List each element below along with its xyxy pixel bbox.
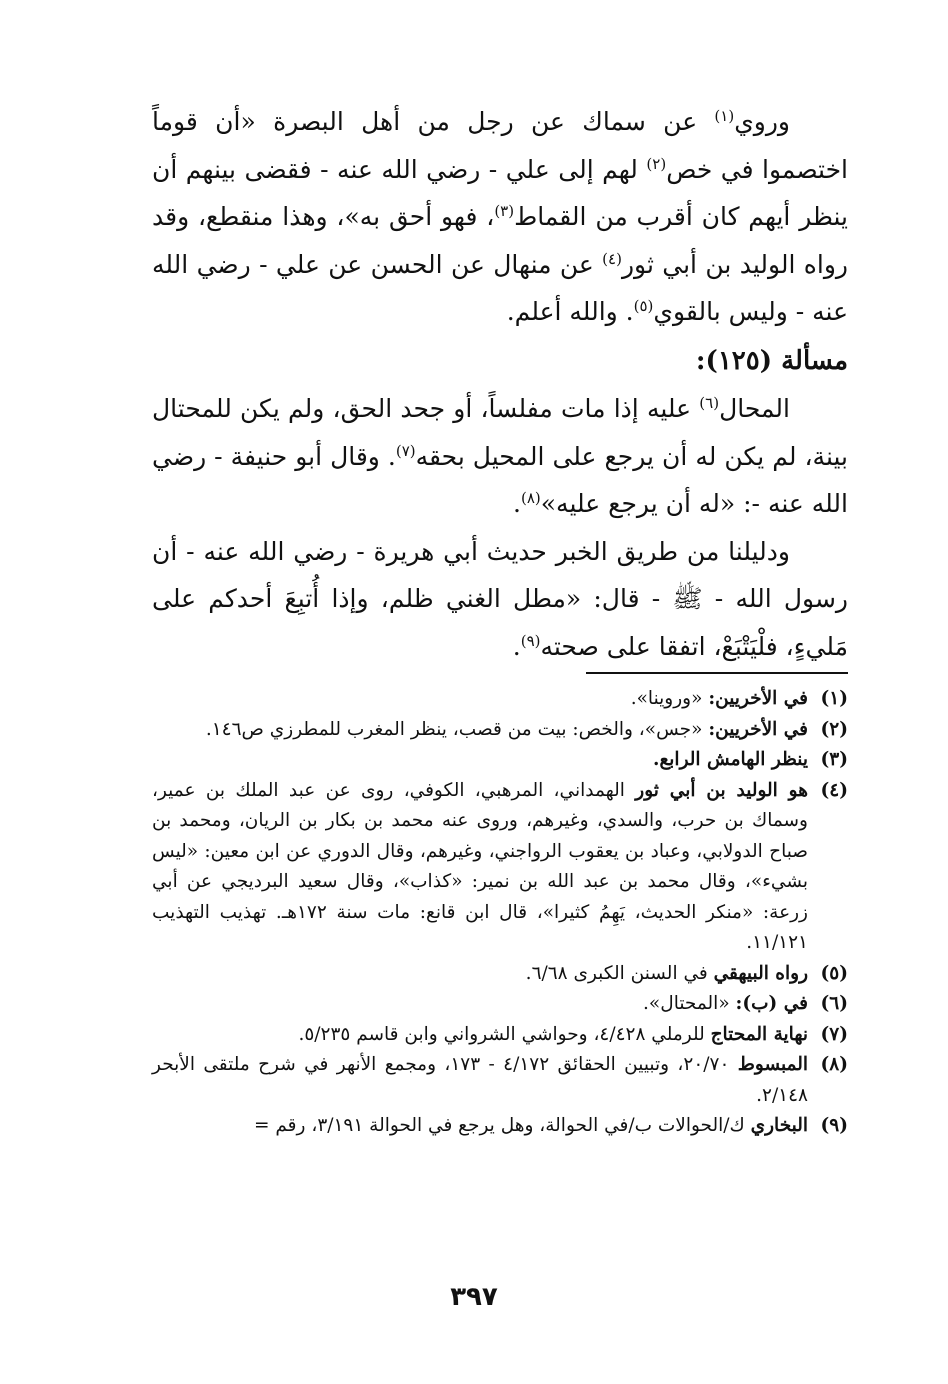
text-run: المحال (719, 394, 790, 423)
footnote-9 (152, 1111, 848, 1142)
footnote-ref-6[interactable]: (٦) (699, 394, 720, 412)
footnote-lead: رواه البيهقي (713, 962, 808, 984)
text-run: عن منهال عن الحسن عن علي - رضي الله عنه - وليس بالقوي (152, 249, 848, 326)
footnote-body: «جس»، والخص: بيت من قصب، ينظر المغرب للمطرزي ص١٤٦. (205, 718, 709, 740)
footnote-ref-9[interactable]: (٩) (520, 631, 541, 650)
footnote-text (152, 745, 808, 776)
footnote-ref-8[interactable]: (٨) (520, 489, 541, 507)
footnote-body: للرملي ٤/٤٢٨، وحواشي الشرواني وابن قاسم ٥/٢٣٥. (298, 1023, 711, 1045)
footnote-text (152, 989, 808, 1020)
text-run: . وقال أبو حنيفة - رضي الله عنه -: «له أن يرجع عليه» (152, 441, 848, 518)
footnote-body: ك/الحوالات ب/في الحوالة، وهل يرجع في الحوالة ٣/١٩١، رقم = (253, 1115, 751, 1136)
footnote-number: (٢) (820, 718, 848, 740)
footnote-4 (152, 776, 848, 959)
section-heading: مسألة (١٢٥): (695, 345, 848, 376)
footnote-lead: المبسوط (737, 1054, 809, 1075)
footnote-7 (152, 1020, 848, 1051)
footnote-1 (152, 684, 848, 715)
footnote-ref-3[interactable]: (٣) (494, 202, 515, 220)
footnote-lead: في الأخريين: (708, 718, 808, 740)
footnote-text (152, 1050, 808, 1111)
text-run: عليه إذا مات مفلساً، أو جحد الحق، ولم يكن للمحتال بينة، لم يكن له أن يرجع على المحيل بحقه (152, 394, 848, 471)
footnote-text (152, 1020, 808, 1051)
footnote-ref-1[interactable]: (١) (714, 107, 735, 125)
footnote-5 (152, 959, 848, 990)
footnote-number: (٣) (820, 749, 848, 770)
footnote-number: (٧) (820, 1023, 848, 1045)
footnote-ref-4[interactable]: (٤) (602, 249, 622, 268)
text-run: ، فهو أحق به»، وهذا منقطع، وقد رواه الوليد بن أبي ثور (152, 202, 848, 279)
footnote-text (152, 959, 808, 990)
footnote-ref-2[interactable]: (٢) (646, 154, 667, 173)
text-run: . والله أعلم. (506, 297, 634, 326)
footnote-body: «المحتال». (643, 993, 736, 1014)
footnote-lead: نهاية المحتاج (710, 1023, 808, 1045)
footnote-text (152, 1111, 808, 1142)
footnote-3 (152, 745, 848, 776)
text-run: وروي (734, 107, 790, 136)
footnote-number: (٤) (820, 779, 848, 801)
footnote-8 (152, 1050, 848, 1111)
footnote-text (152, 776, 808, 959)
footnote-lead: ينظر الهامش الرابع. (653, 749, 808, 770)
footnotes-list (152, 684, 848, 1142)
text-run: ودليلنا من طريق الخبر حديث أبي هريرة - رضي الله عنه - أن رسول الله - ﷺ - قال: «مطل الغني ظلم، وإذا أُتبِعَ أحدكم على مَليءٍ، فلْيَتْبَعْ، اتفقا على صحته (152, 536, 848, 661)
footnote-lead: البخاري (750, 1115, 808, 1136)
footnote-number: (٦) (820, 993, 848, 1014)
main-text (152, 98, 848, 670)
text-run: . (513, 489, 521, 518)
footnote-body: ٢٠/٧٠، وتبيين الحقائق ٤/١٧٢ - ١٧٣، ومجمع الأنهر في شرح ملتقى الأبحر ٢/١٤٨. (152, 1054, 808, 1106)
footnote-lead: هو الوليد بن أبي ثور (635, 779, 808, 801)
footnote-separator (586, 672, 848, 674)
text-run: لهم إلى علي - رضي الله عنه - فقضى بينهم أن ينظر أيهم كان أقرب من القماط (152, 154, 848, 231)
footnote-text (152, 684, 808, 715)
footnote-number: (٩) (820, 1115, 848, 1136)
text-run: عن سماك عن رجل من أهل البصرة «أن قوماً اختصموا في خص (152, 107, 848, 184)
paragraph-2 (152, 385, 848, 528)
footnote-number: (٨) (820, 1054, 848, 1075)
footnote-body: الهمداني، المرهبي، الكوفي، روى عن عبد الملك بن عمير، وسماك بن حرب، والسدي، وغيرهم، وروى عنه محمد بن بكار بن الريان، ومحمد بن صباح الدولابي، وعباد بن يعقوب الرواجني، وغيرهم، وقال الدوري عن ابن معين: «ليس بشيء»، وقال محمد بن عبد الله بن نمير: «كذاب»، وقال سعيد البرديجي عن أبي زرعة: «منكر الحديث، يَهِمُ كثيرا»، قال ابن قانع: مات سنة ١٧٢هـ. تهذيب التهذيب ١١/١٢١. (152, 779, 808, 953)
footnote-ref-7[interactable]: (٧) (395, 441, 416, 460)
footnote-body: في السنن الكبرى ٦/٦٨. (525, 962, 714, 984)
footnote-6 (152, 989, 848, 1020)
footnote-2 (152, 715, 848, 746)
footnote-text (152, 715, 808, 746)
page-number: ٣٩٧ (450, 1282, 498, 1312)
footnote-lead: في الأخريين: (708, 688, 808, 709)
footnote-number: (٥) (820, 962, 848, 984)
paragraph-1 (152, 98, 848, 336)
footnote-body: «وروينا». (630, 688, 709, 709)
footnote-lead: في (ب): (735, 993, 808, 1014)
paragraph-3 (152, 528, 848, 671)
text-run: . (512, 631, 521, 661)
footnote-number: (١) (820, 688, 848, 709)
footnote-ref-5[interactable]: (٥) (633, 297, 654, 315)
